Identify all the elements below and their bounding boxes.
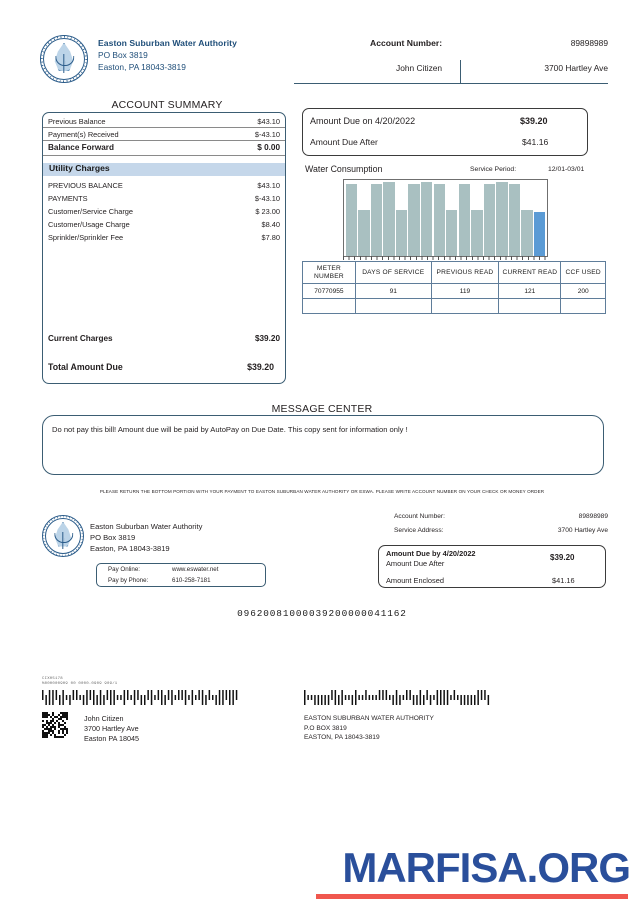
account-number-value: 89898989 <box>570 38 608 48</box>
table-cell <box>355 299 431 314</box>
stub-service-address-value: 3700 Hartley Ave <box>557 527 608 534</box>
stub-water-authority-seal-icon <box>42 515 84 557</box>
table-cell <box>303 299 356 314</box>
water-authority-seal-icon <box>40 35 88 83</box>
table-cell: 70770955 <box>303 284 356 299</box>
stub-company-name: Easton Suburban Water Authority <box>90 522 203 531</box>
table-header-row <box>303 262 606 284</box>
amount-due-on-label: Amount Due on 4/20/2022 <box>310 116 416 126</box>
account-summary-content: Previous Balance $43.10 Payment(s) Received $-43.10 Balance Forward $ 0.00 Utility Charges PREVIOUS BALANCE $43.10 PAYMENTS $-43.10 Customer/Service Charge $ 23.00 Customer/Usage Charge $8.40 Sprinkler/Sprinkler Fee $7.80 Current Charges $39.20 Total Amount Due $39.20 <box>42 112 286 384</box>
stub-account-number-label: Account Number: <box>394 513 445 520</box>
endorsement-line-1: CIX05178 <box>42 677 63 681</box>
pay-online-value[interactable]: www.eswater.net <box>172 566 219 573</box>
mail-recipient-city: Easton PA 18045 <box>84 734 140 743</box>
stub-amount-enclosed-label: Amount Enclosed <box>386 576 444 585</box>
mail-recipient-street: 3700 Hartley Ave <box>84 724 139 733</box>
utility-charges-header: Utility Charges <box>49 163 110 173</box>
return-mail-city: EASTON, PA 18043-3819 <box>304 734 380 742</box>
company-address <box>98 50 186 73</box>
summary-divider-3 <box>43 155 285 156</box>
meter-reading-table <box>302 261 606 314</box>
table-row <box>303 299 606 314</box>
micr-scanline: 09620081000039200000041162 <box>237 608 407 619</box>
table-column-header: CCF USED <box>561 262 606 284</box>
account-number-label: Account Number: <box>370 38 443 48</box>
water-consumption-chart <box>343 179 548 257</box>
chart-bar <box>484 184 495 256</box>
amount-due-on-value: $39.20 <box>520 116 548 126</box>
stub-company-po-box: PO Box 3819 <box>90 533 136 542</box>
table-column-header: CURRENT READ <box>499 262 561 284</box>
table-cell <box>499 299 561 314</box>
table-row <box>303 284 606 299</box>
qr-code-icon <box>42 712 68 738</box>
chart-bar <box>383 182 394 256</box>
mail-recipient-name: John Citizen <box>84 714 124 723</box>
chart-bar <box>408 184 419 256</box>
pay-online-label: Pay Online: <box>108 566 140 573</box>
stub-due-after-label: Amount Due After <box>386 559 445 568</box>
chart-bar-group <box>344 180 547 256</box>
summary-divider-2 <box>43 140 285 141</box>
return-mail-address <box>304 714 434 743</box>
watermark-text: MARFISA.ORG <box>342 844 630 891</box>
stub-due-by-label: Amount Due by 4/20/2022 <box>386 549 476 558</box>
watermark-underline <box>316 894 628 899</box>
service-address: 3700 Hartley Ave <box>544 63 608 73</box>
amount-due-after-value: $41.16 <box>522 137 549 147</box>
chart-bar <box>446 210 457 256</box>
message-center-text: Do not pay this bill! Amount due will be paid by AutoPay on Due Date. This copy sent for information only ! <box>52 425 408 434</box>
account-summary-title: ACCOUNT SUMMARY <box>111 99 223 111</box>
chart-bar <box>496 182 507 256</box>
stub-company-city-state: Easton, PA 18043-3819 <box>90 544 170 553</box>
stub-account-number-value: 89898989 <box>578 513 608 520</box>
stub-company-address <box>90 532 170 554</box>
chart-bar <box>346 184 357 256</box>
pay-by-phone-label: Pay by Phone: <box>108 577 149 584</box>
table-column-header: PREVIOUS READ <box>431 262 499 284</box>
chart-bar <box>471 210 482 256</box>
chart-bar <box>459 184 470 256</box>
header-divider <box>294 83 608 84</box>
chart-bar <box>358 210 369 256</box>
company-name: Easton Suburban Water Authority <box>98 38 237 48</box>
message-center-box <box>42 415 604 475</box>
mail-recipient-address <box>84 724 139 744</box>
message-center-title: MESSAGE CENTER <box>271 403 373 415</box>
header-vertical-divider <box>460 60 461 84</box>
return-instruction-note: PLEASE RETURN THE BOTTOM PORTION WITH YOUR PAYMENT TO EASTON SUBURBAN WATER AUTHORITY OR ESWA. PLEASE WRITE ACCOUNT NUMBER ON YOUR CHECK OR MONEY ORDER <box>99 489 545 494</box>
pay-by-phone-value[interactable]: 610-258-7181 <box>172 577 211 584</box>
return-mail-name: EASTON SUBURBAN WATER AUTHORITY <box>304 715 434 722</box>
stub-amount-enclosed-value: $41.16 <box>552 576 575 585</box>
chart-bar <box>509 184 520 256</box>
table-cell: 200 <box>561 284 606 299</box>
intelligent-mail-barcode-icon <box>42 690 242 705</box>
company-po-box: PO Box 3819 <box>98 50 148 60</box>
service-period-label: Service Period: <box>470 166 517 173</box>
chart-bar <box>396 210 407 256</box>
table-cell: 119 <box>431 284 499 299</box>
chart-bar <box>534 212 545 256</box>
chart-bar <box>434 184 445 256</box>
stub-due-by-value: $39.20 <box>550 553 575 562</box>
summary-divider-1 <box>43 127 285 128</box>
company-city-state: Easton, PA 18043-3819 <box>98 61 186 72</box>
water-consumption-title: Water Consumption <box>305 164 383 174</box>
table-column-header: DAYS OF SERVICE <box>355 262 431 284</box>
table-cell: 91 <box>355 284 431 299</box>
chart-bar <box>521 210 532 256</box>
return-intelligent-mail-barcode-icon <box>304 690 494 705</box>
table-cell: 121 <box>499 284 561 299</box>
chart-axis-ticks <box>343 256 548 260</box>
endorsement-line-2: %000000909 00 0000.0909 909/1 <box>42 682 118 687</box>
amount-due-after-label: Amount Due After <box>310 137 378 147</box>
stub-service-address-label: Service Address: <box>394 527 444 534</box>
mail-endorsement-code <box>42 677 117 688</box>
table-column-header: METER NUMBER <box>303 262 356 284</box>
table-cell <box>431 299 499 314</box>
service-period-value: 12/01-03/01 <box>548 166 585 173</box>
table-cell <box>561 299 606 314</box>
customer-name: John Citizen <box>396 63 443 73</box>
chart-bar <box>421 182 432 256</box>
chart-bar <box>371 184 382 256</box>
return-mail-po: P.O BOX 3819 <box>304 724 347 732</box>
